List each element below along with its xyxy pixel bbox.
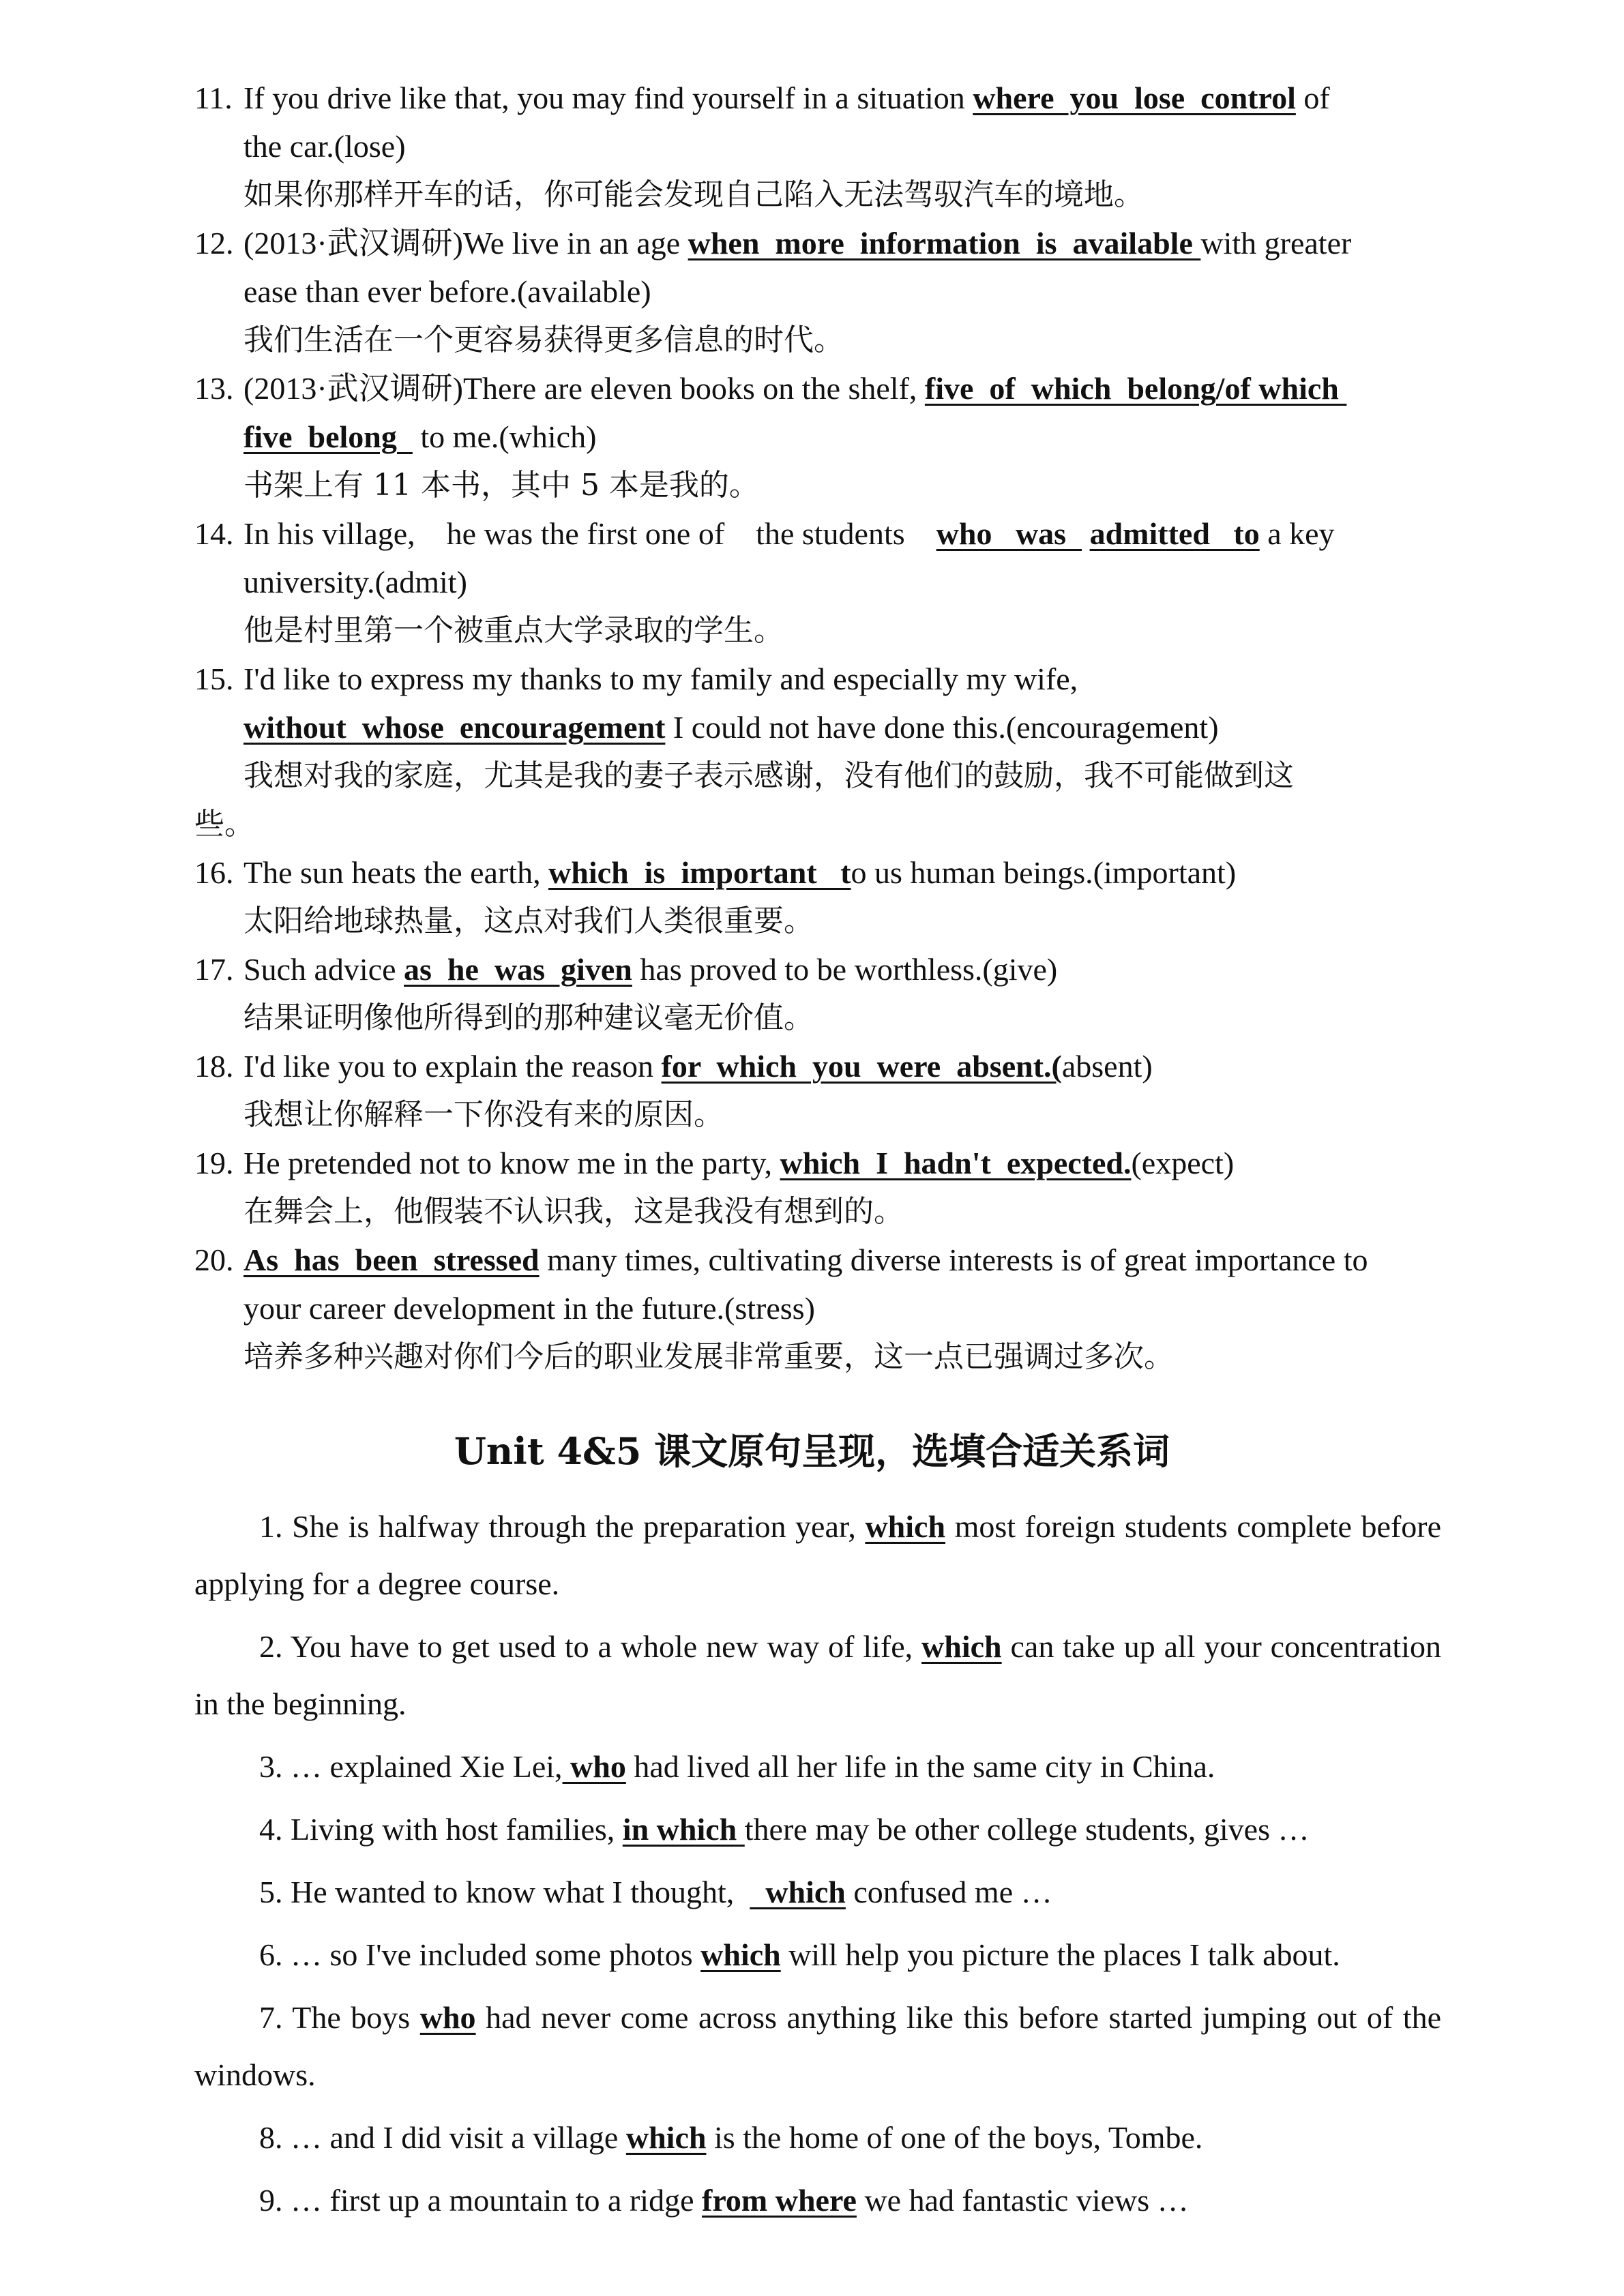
- answer-text: when more information is available: [688, 226, 1201, 260]
- list-item: [194, 1498, 1441, 1613]
- sentence-text: confused me …: [845, 1875, 1052, 1909]
- sentence-text: I'd like to express my thanks to my family and especially my wife,: [243, 661, 1078, 696]
- list-item: [194, 1926, 1441, 1984]
- sentence-text: 4. Living with host families,: [259, 1812, 623, 1847]
- exercise-item: [194, 655, 1449, 848]
- exercise-number: 20.: [194, 1242, 234, 1277]
- exercise-item: [194, 219, 1449, 364]
- exercise-item: [194, 945, 1449, 1042]
- sentence-text: 7. The boys: [259, 2000, 420, 2035]
- sentence-text: o us human beings.(important): [851, 855, 1237, 890]
- sentence-text: He pretended not to know me in the party,: [243, 1146, 780, 1180]
- list-item: [194, 1864, 1441, 1921]
- list-item: [194, 1989, 1441, 2104]
- sentence-text: absent): [1061, 1049, 1153, 1084]
- exercise-item: [194, 364, 1449, 509]
- answer-text: which: [865, 1509, 946, 1544]
- sentence-text: we had fantastic views …: [856, 2183, 1189, 2218]
- sentence-text: Such advice: [243, 952, 404, 987]
- answer-text: which: [921, 1629, 1002, 1664]
- translation-text: 我想让你解释一下你没有来的原因。: [243, 1097, 724, 1132]
- exercise-item: [194, 1236, 1449, 1381]
- sentence-text: 8. … and I did visit a village: [259, 2120, 626, 2155]
- answer-text: which: [700, 1937, 781, 1972]
- list-item: [194, 1738, 1441, 1795]
- sentence-text: had lived all her life in the same city in China.: [625, 1749, 1215, 1784]
- sentence-text: has proved to be worthless.(give): [632, 952, 1058, 987]
- exercise-number: 13.: [194, 371, 234, 406]
- answer-text: which I hadn't expected.: [780, 1146, 1132, 1180]
- exercise-item: [194, 1042, 1449, 1139]
- sentence-text: I could not have done this.(encouragement): [665, 710, 1219, 745]
- answer-text: as he was given: [404, 952, 632, 987]
- sentence-text: is the home of one of the boys, Tombe.: [706, 2120, 1203, 2155]
- answer-text: who: [419, 2000, 476, 2035]
- translation-text: 太阳给地球热量，这点对我们人类很重要。: [243, 904, 814, 938]
- translation-text: 些。: [194, 807, 254, 841]
- sentence-text: 6. … so I've included some photos: [259, 1937, 701, 1972]
- sentence-text: with greater: [1200, 226, 1352, 260]
- answer-text: five of which belong/of which: [924, 371, 1347, 406]
- exercise-number: 14.: [194, 516, 234, 551]
- sentence-text: your career development in the future.(stress): [243, 1291, 815, 1326]
- answer-text: who: [562, 1749, 626, 1784]
- exercise-number: 17.: [194, 952, 234, 987]
- sentence-text: a key: [1259, 516, 1335, 551]
- translation-text: 书架上有 11 本书，其中 5 本是我的。: [243, 468, 759, 503]
- translation-text: 结果证明像他所得到的那种建议毫无价值。: [243, 1000, 814, 1035]
- sentence-text: of: [1295, 80, 1330, 115]
- sentence-text: I'd like you to explain the reason: [243, 1049, 662, 1084]
- answer-text: where you lose control: [973, 80, 1296, 115]
- list-item: [194, 1618, 1441, 1733]
- sentence-text: (expect): [1131, 1146, 1235, 1180]
- sentence-text: 1. She is halfway through the preparation year,: [259, 1509, 866, 1544]
- exercise-number: 15.: [194, 661, 234, 696]
- sentence-text: 2. You have to get used to a whole new way of life,: [259, 1629, 922, 1664]
- answer-text: which: [625, 2120, 707, 2155]
- sentence-text: (2013·武汉调研)There are eleven books on the shelf,: [243, 371, 925, 406]
- translation-text: 培养多种兴趣对你们今后的职业发展非常重要，这一点已强调过多次。: [243, 1339, 1174, 1374]
- list-item: [194, 2172, 1441, 2229]
- sentence-text: many times, cultivating diverse interests is of great importance to: [539, 1242, 1368, 1277]
- translation-text: 我想对我的家庭，尤其是我的妻子表示感谢，没有他们的鼓励，我不可能做到这: [243, 758, 1294, 793]
- answer-text: which: [750, 1875, 846, 1909]
- section-title: Unit 4&5 课文原句呈现，选填合适关系词: [454, 1429, 1170, 1473]
- answer-text: As has been stressed: [243, 1242, 540, 1277]
- sentence-text: university.(admit): [243, 565, 467, 599]
- sentence-text: 9. … first up a mountain to a ridge: [259, 2183, 702, 2218]
- sentence-text: will help you picture the places I talk about.: [780, 1937, 1340, 1972]
- sentence-text: The sun heats the earth,: [243, 855, 549, 890]
- sentence-text: ease than ever before.(available): [243, 274, 651, 309]
- exercise-list: [194, 74, 1449, 1381]
- sentence-text: there may be other college students, gives …: [744, 1812, 1310, 1847]
- exercise-item: [194, 848, 1449, 945]
- exercise-number: 19.: [194, 1146, 234, 1180]
- answer-text: who was: [936, 516, 1082, 551]
- answer-text: which is important t: [548, 855, 851, 890]
- sentence-list: [194, 1498, 1441, 2235]
- exercise-number: 12.: [194, 226, 234, 260]
- exercise-item: [194, 509, 1449, 655]
- sentence-text: to me.(which): [412, 419, 597, 454]
- answer-text: five belong: [243, 419, 413, 454]
- sentence-text: (2013·武汉调研)We live in an age: [243, 226, 688, 260]
- sentence-text: 5. He wanted to know what I thought,: [259, 1875, 750, 1909]
- exercise-number: 16.: [194, 855, 234, 890]
- answer-text: for which you were absent.(: [661, 1049, 1062, 1084]
- translation-text: 他是村里第一个被重点大学录取的学生。: [243, 613, 784, 648]
- sentence-text: [1082, 516, 1090, 551]
- answer-text: in which: [622, 1812, 745, 1847]
- exercise-number: 18.: [194, 1049, 234, 1084]
- list-item: [194, 1801, 1441, 1858]
- sentence-text: most foreign students complete before applying for a degree course.: [194, 1509, 1442, 1601]
- sentence-text: the car.(lose): [243, 129, 406, 164]
- sentence-text: had never come across anything like this before started jumping out of the windows.: [194, 2000, 1441, 2092]
- list-item: [194, 2109, 1441, 2166]
- exercise-item: [194, 74, 1449, 219]
- translation-text: 我们生活在一个更容易获得更多信息的时代。: [243, 323, 844, 357]
- exercise-item: [194, 1139, 1449, 1236]
- sentence-text: can take up all your concentration in the beginning.: [194, 1629, 1441, 1721]
- translation-text: 在舞会上，他假装不认识我，这是我没有想到的。: [243, 1194, 904, 1229]
- sentence-text: 3. … explained Xie Lei,: [259, 1749, 563, 1784]
- exercise-number: 11.: [194, 80, 233, 115]
- answer-text: without whose encouragement: [243, 710, 666, 745]
- sentence-text: If you drive like that, you may find yourself in a situation: [243, 80, 973, 115]
- answer-text: from where: [702, 2183, 857, 2218]
- translation-text: 如果你那样开车的话，你可能会发现自己陷入无法驾驭汽车的境地。: [243, 177, 1144, 212]
- answer-text: admitted to: [1089, 516, 1260, 551]
- sentence-text: In his village, he was the first one of the students: [243, 516, 936, 551]
